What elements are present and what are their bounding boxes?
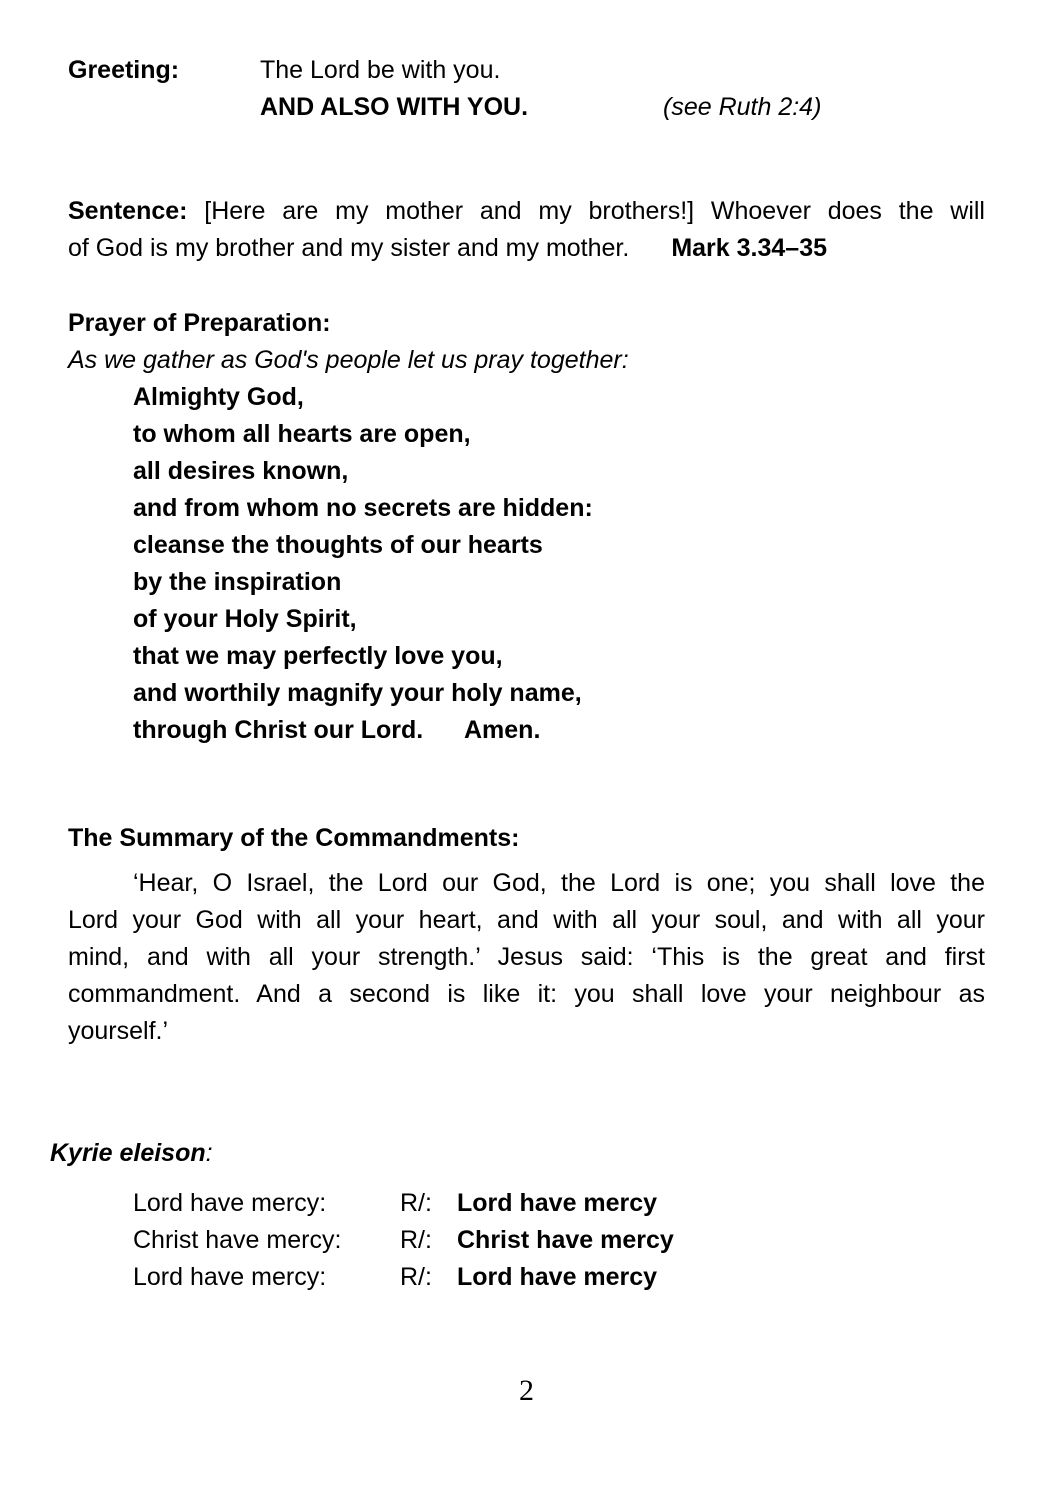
greeting-response-line	[260, 89, 985, 126]
summary-line: ‘Hear, O Israel, the Lord our God, the Lord is one; you shall love the	[133, 869, 985, 897]
sentence-section	[68, 193, 985, 267]
summary-line: Lord your God with all your heart, and with all your soul, and with all your	[68, 906, 985, 934]
prayer-of-preparation-section	[68, 305, 985, 749]
sentence-text-line-1: [Here are my mother and my brothers!] Whoever does the will	[187, 197, 985, 225]
kyrie-row	[133, 1185, 985, 1222]
prayer-line: and worthily magnify your holy name,	[133, 679, 582, 707]
prayer-line: cleanse the thoughts of our hearts	[133, 531, 543, 559]
greeting-response: AND ALSO WITH YOU.	[260, 93, 529, 121]
kyrie-response: Lord have mercy	[457, 1189, 658, 1217]
prayer-line: that we may perfectly love you,	[133, 642, 503, 670]
prayer-line: and from whom no secrets are hidden:	[133, 494, 593, 522]
greeting-scripture-reference: (see Ruth 2:4)	[663, 93, 822, 121]
greeting-versicle: The Lord be with you.	[260, 56, 501, 84]
kyrie-row	[133, 1222, 985, 1259]
greeting-content	[260, 52, 985, 126]
kyrie-response: Christ have mercy	[457, 1226, 674, 1254]
kyrie-response-label: R/:	[400, 1226, 432, 1254]
prayer-line: through Christ our Lord. Amen.	[133, 716, 541, 744]
summary-paragraph	[68, 865, 985, 1050]
kyrie-table	[133, 1185, 985, 1296]
kyrie-call: Lord have mercy:	[133, 1189, 327, 1217]
prayer-line: to whom all hearts are open,	[133, 420, 471, 448]
prayer-heading: Prayer of Preparation:	[68, 309, 331, 337]
prayer-line: by the inspiration	[133, 568, 342, 596]
kyrie-call: Christ have mercy:	[133, 1226, 342, 1254]
sentence-line-2	[68, 230, 985, 267]
page-number: 2	[519, 1374, 534, 1407]
summary-heading: The Summary of the Commandments:	[68, 824, 520, 852]
sentence-line-1	[68, 193, 985, 230]
greeting-section	[68, 52, 985, 126]
kyrie-colon: :	[205, 1139, 213, 1167]
kyrie-heading	[50, 1135, 985, 1172]
prayer-intro: As we gather as God's people let us pray together:	[68, 346, 629, 374]
sentence-text-line-2: of God is my brother and my sister and my mother.	[68, 234, 630, 262]
prayer-line: of your Holy Spirit,	[133, 605, 357, 633]
kyrie-call: Lord have mercy:	[133, 1263, 327, 1291]
prayer-line: Almighty God,	[133, 383, 304, 411]
kyrie-response: Lord have mercy	[457, 1263, 658, 1291]
sentence-label: Sentence:	[68, 197, 188, 225]
kyrie-response-label: R/:	[400, 1189, 432, 1217]
greeting-label: Greeting:	[68, 56, 180, 84]
prayer-line: all desires known,	[133, 457, 349, 485]
summary-of-commandments-section	[68, 820, 985, 1050]
summary-line: mind, and with all your strength.’ Jesus said: ‘This is the great and first	[68, 943, 985, 971]
kyrie-response-label: R/:	[400, 1263, 432, 1291]
kyrie-title: Kyrie eleison	[50, 1139, 206, 1167]
kyrie-row	[133, 1259, 985, 1296]
sentence-scripture-reference: Mark 3.34–35	[671, 234, 828, 262]
summary-line: yourself.’	[68, 1017, 169, 1045]
kyrie-section	[50, 1135, 985, 1296]
summary-line: commandment. And a second is like it: you shall love your neighbour as	[68, 980, 985, 1008]
